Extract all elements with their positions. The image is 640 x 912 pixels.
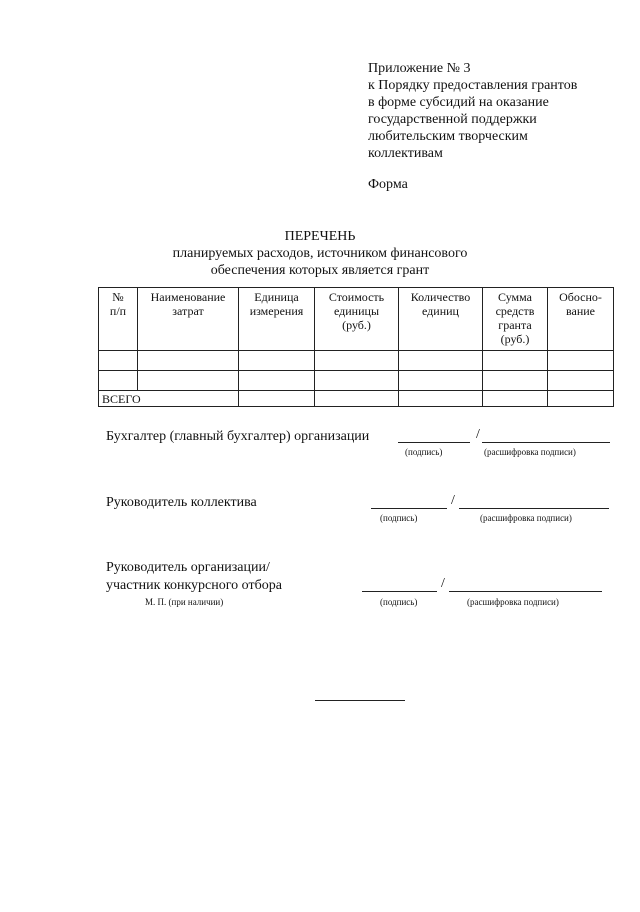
table-cell[interactable] — [239, 351, 315, 371]
document-title: ПЕРЕЧЕНЬ — [284, 229, 356, 244]
table-row — [99, 371, 614, 391]
table-cell[interactable] — [399, 391, 483, 407]
table-cell[interactable] — [483, 371, 548, 391]
header-unit: Единица измерения — [239, 288, 315, 351]
form-label: Форма — [368, 177, 408, 192]
accountant-decoding-line[interactable] — [482, 442, 610, 443]
head-collective-signature-line[interactable] — [371, 508, 447, 509]
table-header-row — [99, 288, 614, 351]
stamp-place-label: М. П. (при наличии) — [145, 597, 224, 607]
table-cell[interactable] — [399, 351, 483, 371]
table-cell[interactable] — [548, 391, 614, 407]
expense-table — [98, 287, 614, 407]
header-unit-cost: Стоимость единицы (руб.) — [315, 288, 399, 351]
total-label: ВСЕГО — [99, 391, 239, 407]
header-grant-sum: Сумма средств гранта (руб.) — [483, 288, 548, 351]
table-cell[interactable] — [548, 371, 614, 391]
slash: / — [451, 493, 455, 508]
decoding-caption: (расшифровка подписи) — [480, 513, 572, 523]
head-org-label-line2: участник конкурсного отбора — [106, 578, 282, 593]
slash: / — [476, 427, 480, 442]
appendix-line: в форме субсидий на оказание — [368, 95, 549, 110]
header-number: № п/п — [99, 288, 138, 351]
accountant-signature-line[interactable] — [398, 442, 470, 443]
decoding-caption: (расшифровка подписи) — [467, 597, 559, 607]
footer-divider — [315, 700, 405, 701]
decoding-caption: (расшифровка подписи) — [484, 447, 576, 457]
document-subtitle-line1: планируемых расходов, источником финансового — [172, 246, 468, 261]
table-cell[interactable] — [483, 391, 548, 407]
appendix-line: государственной поддержки — [368, 112, 537, 127]
slash: / — [441, 576, 445, 591]
table-cell[interactable] — [315, 351, 399, 371]
table-row — [99, 351, 614, 371]
head-org-label-line1: Руководитель организации/ — [106, 560, 270, 575]
head-org-decoding-line[interactable] — [449, 591, 602, 592]
header-cost-name: Наименование затрат — [138, 288, 239, 351]
table-cell[interactable] — [99, 351, 138, 371]
head-org-signature-line[interactable] — [362, 591, 437, 592]
appendix-line: любительским творческим — [368, 129, 528, 144]
table-cell[interactable] — [548, 351, 614, 371]
appendix-block — [368, 60, 577, 162]
table-cell[interactable] — [399, 371, 483, 391]
table-cell[interactable] — [483, 351, 548, 371]
signature-caption: (подпись) — [405, 447, 443, 457]
table-cell[interactable] — [138, 351, 239, 371]
table-cell[interactable] — [138, 371, 239, 391]
table-cell[interactable] — [315, 391, 399, 407]
accountant-label: Бухгалтер (главный бухгалтер) организации — [106, 429, 370, 444]
table-cell[interactable] — [99, 371, 138, 391]
table-cell[interactable] — [315, 371, 399, 391]
table-total-row — [99, 391, 614, 407]
header-justification: Обосно- вание — [548, 288, 614, 351]
header-quantity: Количество единиц — [399, 288, 483, 351]
appendix-line: коллективам — [368, 146, 443, 161]
table-cell[interactable] — [239, 371, 315, 391]
document-subtitle-line2: обеспечения которых является грант — [210, 263, 430, 278]
head-collective-decoding-line[interactable] — [459, 508, 609, 509]
head-collective-label: Руководитель коллектива — [106, 495, 257, 510]
appendix-line: Приложение № 3 — [368, 61, 471, 76]
appendix-line: к Порядку предоставления грантов — [368, 78, 578, 93]
table-cell[interactable] — [239, 391, 315, 407]
signature-caption: (подпись) — [380, 597, 418, 607]
signature-caption: (подпись) — [380, 513, 418, 523]
